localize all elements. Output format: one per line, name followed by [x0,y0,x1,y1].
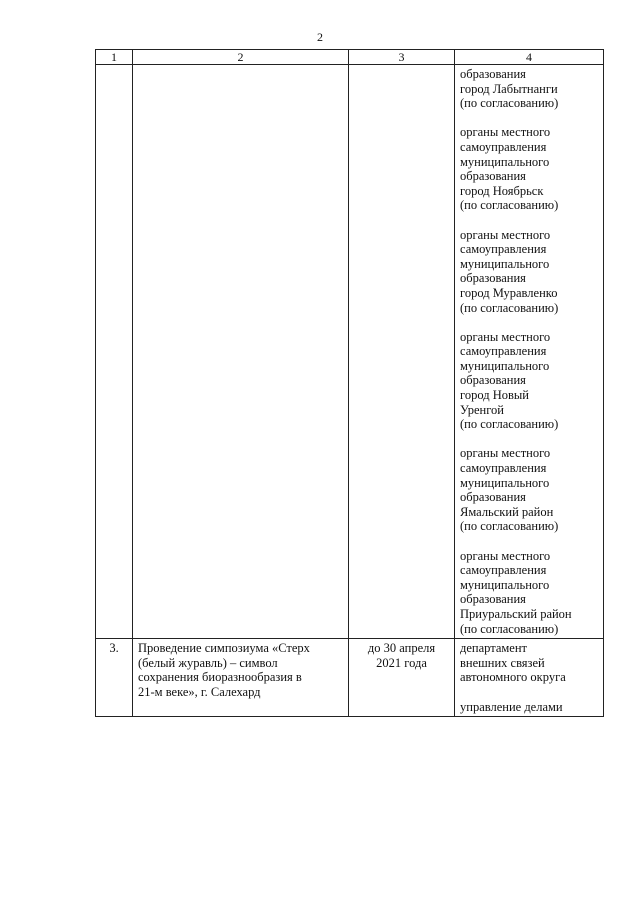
organization-block [460,549,601,637]
organization-line: город Муравленко [460,285,558,300]
organization-line: (по согласованию) [460,519,559,534]
organization-line: муниципального [460,475,550,490]
organization-line: Уренгой [460,402,504,417]
organization-line: Приуральский район [460,606,572,621]
header-col-4: 4 [455,50,604,65]
row-number: 3. [96,639,133,717]
responsible-line: внешних связей [460,655,545,670]
header-col-2: 2 [133,50,349,65]
organization-block [460,228,601,316]
organization-line: (по согласованию) [460,300,559,315]
organization-line: образования [460,490,526,505]
organization-line: самоуправления [460,461,547,476]
page-number: 2 [317,30,323,44]
event-line: сохранения биоразнообразия в [138,670,302,685]
organization-line: муниципального [460,256,550,271]
event-line: Проведение симпозиума «Стерх [138,641,310,656]
organization-line: муниципального [460,577,550,592]
organization-line: Ямальский район [460,504,554,519]
header-col-3: 3 [349,50,455,65]
header-col-1: 1 [96,50,133,65]
table-header-row [96,50,604,65]
organization-block [460,446,601,534]
organization-line: органы местного [460,125,551,140]
deadline-line: 2021 года [376,655,427,670]
organization-block [460,125,601,213]
organization-line: самоуправления [460,242,547,257]
cell-responsible-continuation [455,65,604,639]
organization-line: образования [460,169,526,184]
event-line: 21-м веке», г. Салехард [138,684,261,699]
organization-line: самоуправления [460,344,547,359]
organization-line: муниципального [460,154,550,169]
responsible [455,639,604,717]
event-description [133,639,349,717]
organization-line: (по согласованию) [460,621,559,636]
organization-line: образования [460,373,526,388]
organization-line: (по согласованию) [460,417,559,432]
responsible-line: департамент [460,641,528,656]
deadline-line: до 30 апреля [367,641,436,656]
deadline [349,639,455,717]
organization-line: органы местного [460,548,551,563]
responsible-line: автономного округа [460,670,566,685]
organization-block [460,330,601,432]
spacer [460,685,601,700]
organization-line: (по согласованию) [460,96,559,111]
organization-line: органы местного [460,227,551,242]
organization-line: образования [460,271,526,286]
responsible-line: управление делами [460,699,563,714]
organization-block [460,67,601,111]
organization-line: город Лабытнанги [460,81,558,96]
organization-line: образования [460,67,526,81]
organization-line: образования [460,592,526,607]
organization-line: город Новый [460,388,529,403]
cell-deadline-empty [349,65,455,639]
organization-line: муниципального [460,358,550,373]
table-row-3 [96,639,604,717]
organization-line: самоуправления [460,139,547,154]
table-row-continuation [96,65,604,639]
organization-line: город Ноябрьск [460,183,544,198]
organization-line: органы местного [460,329,551,344]
event-line: (белый журавль) – символ [138,655,278,670]
organization-line: (по согласованию) [460,198,559,213]
cell-event-empty [133,65,349,639]
plan-table [95,49,604,717]
cell-number-empty [96,65,133,639]
organization-line: органы местного [460,446,551,461]
organization-line: самоуправления [460,563,547,578]
